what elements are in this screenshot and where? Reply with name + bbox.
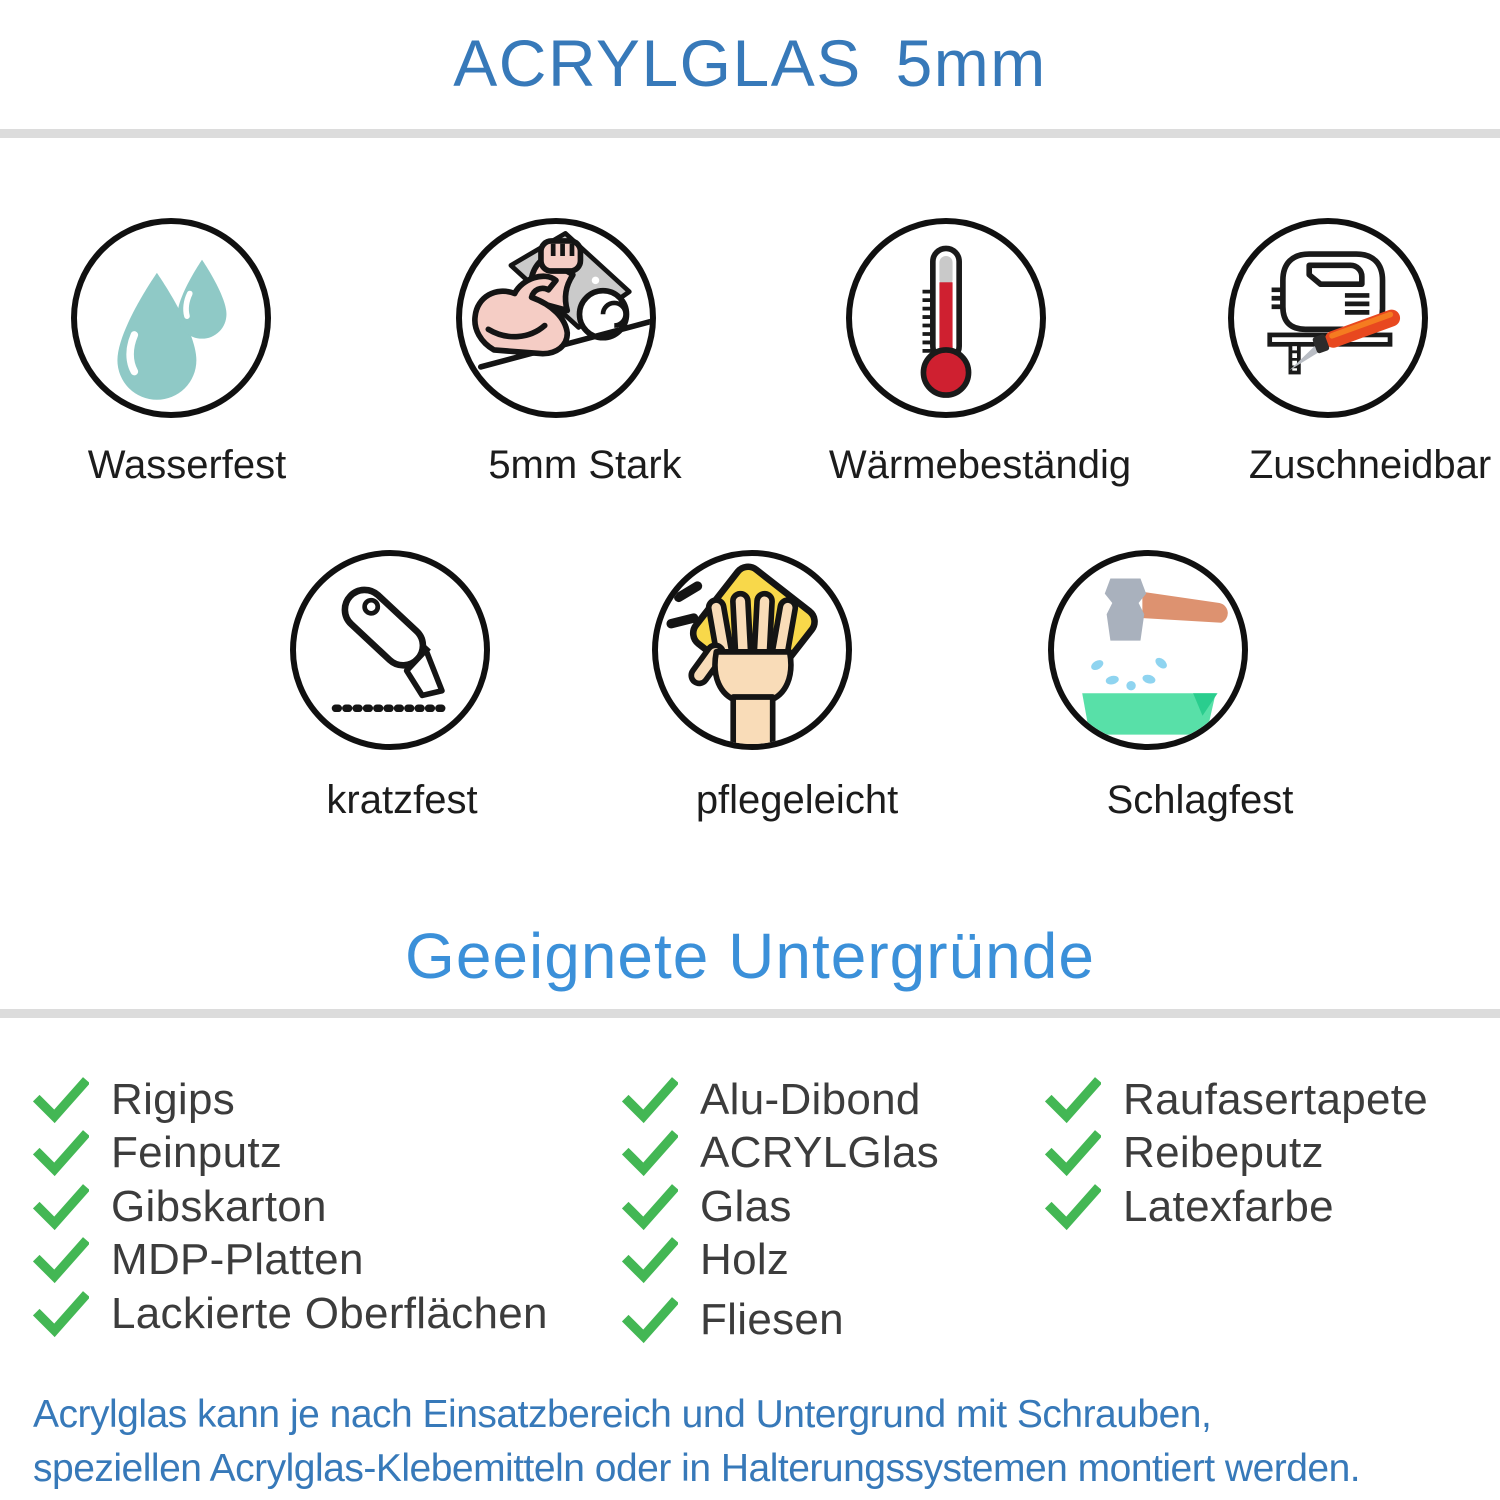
feature-circle-waermebestaendig (846, 218, 1046, 418)
list-item (1045, 1182, 1334, 1232)
hand-cloth-icon (658, 556, 846, 744)
list-item-label: Holz (700, 1235, 790, 1284)
divider-top (0, 129, 1500, 138)
feature-circle-wasserfest (71, 218, 271, 418)
list-item-label: Latexfarbe (1123, 1182, 1334, 1231)
list-item-label: Raufasertapete (1123, 1075, 1429, 1124)
water-drops-icon (77, 224, 265, 412)
jigsaw-icon (1234, 224, 1422, 412)
feature-label: Wasserfest (87, 443, 287, 487)
feature-circle-zuschneidbar (1228, 218, 1428, 418)
check-icon (33, 1184, 89, 1231)
feature-circle-pflegeleicht (652, 550, 852, 750)
list-item (33, 1235, 364, 1285)
section-title: Geeignete Untergründe (405, 920, 1095, 992)
feature-circle-kratzfest (290, 550, 490, 750)
list-item (1045, 1128, 1324, 1178)
list-item (33, 1182, 327, 1232)
check-icon (622, 1077, 678, 1124)
feature-label: Wärmebeständig (828, 443, 1132, 487)
divider-section (0, 1009, 1500, 1018)
check-icon (1045, 1077, 1101, 1124)
feature-label: Zuschneidbar (1248, 443, 1492, 487)
footer-line-1: Acrylglas kann je nach Einsatzbereich und Untergrund mit Schrauben, (33, 1393, 1212, 1436)
feature-label: Schlagfest (1106, 778, 1294, 822)
check-icon (1045, 1130, 1101, 1177)
footer-line-2: speziellen Acrylglas-Klebemitteln oder in Halterungssystemen montiert werden. (33, 1447, 1361, 1490)
check-icon (33, 1291, 89, 1338)
list-item-label: Rigips (111, 1075, 236, 1124)
check-icon (622, 1184, 678, 1231)
list-item-label: Fliesen (700, 1295, 844, 1344)
check-icon (622, 1130, 678, 1177)
feature-circle-5mm-stark (456, 218, 656, 418)
list-item (33, 1289, 548, 1339)
list-item-label: MDP-Platten (111, 1235, 364, 1284)
list-item-label: ACRYLGlas (700, 1128, 940, 1177)
list-item (33, 1128, 282, 1178)
list-item (33, 1075, 235, 1125)
feature-label: pflegeleicht (695, 778, 899, 822)
list-item (622, 1182, 792, 1232)
feature-label: 5mm Stark (488, 443, 682, 487)
list-item-label: Feinputz (111, 1128, 283, 1177)
check-icon (33, 1237, 89, 1284)
list-item-label: Reibeputz (1123, 1128, 1324, 1177)
list-item-label: Alu-Dibond (700, 1075, 921, 1124)
list-item (622, 1128, 939, 1178)
list-item-label: Gibskarton (111, 1182, 327, 1231)
check-icon (33, 1130, 89, 1177)
muscle-arm-icon (462, 224, 650, 412)
list-item (622, 1295, 844, 1345)
hammer-icon (1054, 556, 1242, 744)
check-icon (622, 1297, 678, 1344)
page-title: ACRYLGLAS 5mm (453, 26, 1047, 100)
thermometer-icon (852, 224, 1040, 412)
utility-knife-icon (296, 556, 484, 744)
check-icon (622, 1237, 678, 1284)
list-item-label: Glas (700, 1182, 792, 1231)
list-item (622, 1235, 789, 1285)
feature-label: kratzfest (326, 778, 478, 822)
list-item-label: Lackierte Oberflächen (111, 1289, 548, 1338)
check-icon (1045, 1184, 1101, 1231)
feature-circle-schlagfest (1048, 550, 1248, 750)
list-item (1045, 1075, 1428, 1125)
check-icon (33, 1077, 89, 1124)
footer-note (33, 1388, 1483, 1496)
list-item (622, 1075, 921, 1125)
